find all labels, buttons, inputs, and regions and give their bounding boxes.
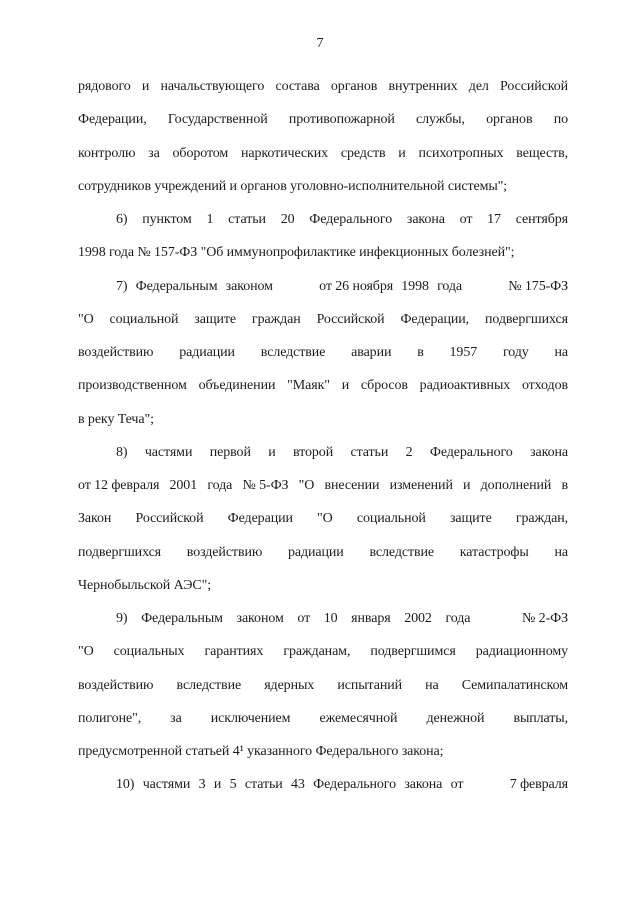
no-break-group: от 26 ноября <box>319 278 394 294</box>
text-line: полигоне", за исключением ежемесячной денежной выплаты, <box>78 710 569 726</box>
text-line: 8) частями первой и второй статьи 2 Федерального закона <box>116 444 569 460</box>
text-line: "О социальной защите граждан Российской Федерации, подвергшихся <box>78 311 568 327</box>
paragraph <box>78 203 568 270</box>
no-break-group: 7 февраля <box>509 777 569 793</box>
text-line: Закон Российской Федерации "О социальной защите граждан, <box>78 511 569 527</box>
paragraph <box>78 768 568 801</box>
text-line: 9) Федеральным законом от 10 января 2002 года № 2-ФЗ <box>78 602 568 635</box>
text-line: предусмотренной статьей 4¹ указанного Федерального закона; <box>78 744 444 759</box>
text-line: воздействию вследствие ядерных испытаний на Семипалатинском <box>78 677 569 693</box>
text-line: Чернобыльской АЭС"; <box>78 577 212 593</box>
no-break-group: от 12 февраля <box>78 478 160 493</box>
text-line: сотрудников учреждений и органов уголовно-исполнительной системы"; <box>78 178 508 194</box>
page-number: 7 <box>316 36 324 51</box>
text-line: 6) пунктом 1 статьи 20 Федерального закона от 17 сентября <box>116 212 568 227</box>
text-line: производственном объединении "Маяк" и сбросов радиоактивных отходов <box>78 378 568 394</box>
paragraph <box>78 70 568 203</box>
text-line: 7) Федеральным законом от 26 ноября 1998 года № 175-ФЗ <box>78 270 568 303</box>
text-line: подвергшихся воздействию радиации вследствие катастрофы на <box>78 544 568 560</box>
text-line: 10) частями 3 и 5 статьи 43 Федерального закона от 7 февраля <box>78 768 568 801</box>
text-line: 1998 года № 157-ФЗ "Об иммунопрофилактике инфекционных болезней"; <box>78 245 515 261</box>
no-break-group: № 175-ФЗ <box>508 278 569 294</box>
text-line: от 12 февраля 2001 года № 5-ФЗ "О внесении изменений и дополнений в <box>78 469 568 502</box>
text-line: "О социальных гарантиях гражданам, подвергшимся радиационному <box>78 644 568 660</box>
text-line: в реку Теча"; <box>78 411 154 427</box>
text-line: воздействию радиации вследствие аварии в 1957 году на <box>78 345 568 360</box>
no-break-group: № 5-ФЗ <box>242 478 289 493</box>
text-line: рядового и начальствующего состава органов внутренних дел Российской <box>78 79 569 94</box>
paragraph <box>78 436 568 602</box>
text-line: Федерации, Государственной противопожарной службы, органов по <box>78 112 568 128</box>
document-body <box>78 70 568 802</box>
paragraph <box>78 270 568 436</box>
text-line: контролю за оборотом наркотических средств и психотропных веществ, <box>78 145 569 161</box>
paragraph <box>78 602 568 768</box>
no-break-group: № 2-ФЗ <box>522 611 569 626</box>
